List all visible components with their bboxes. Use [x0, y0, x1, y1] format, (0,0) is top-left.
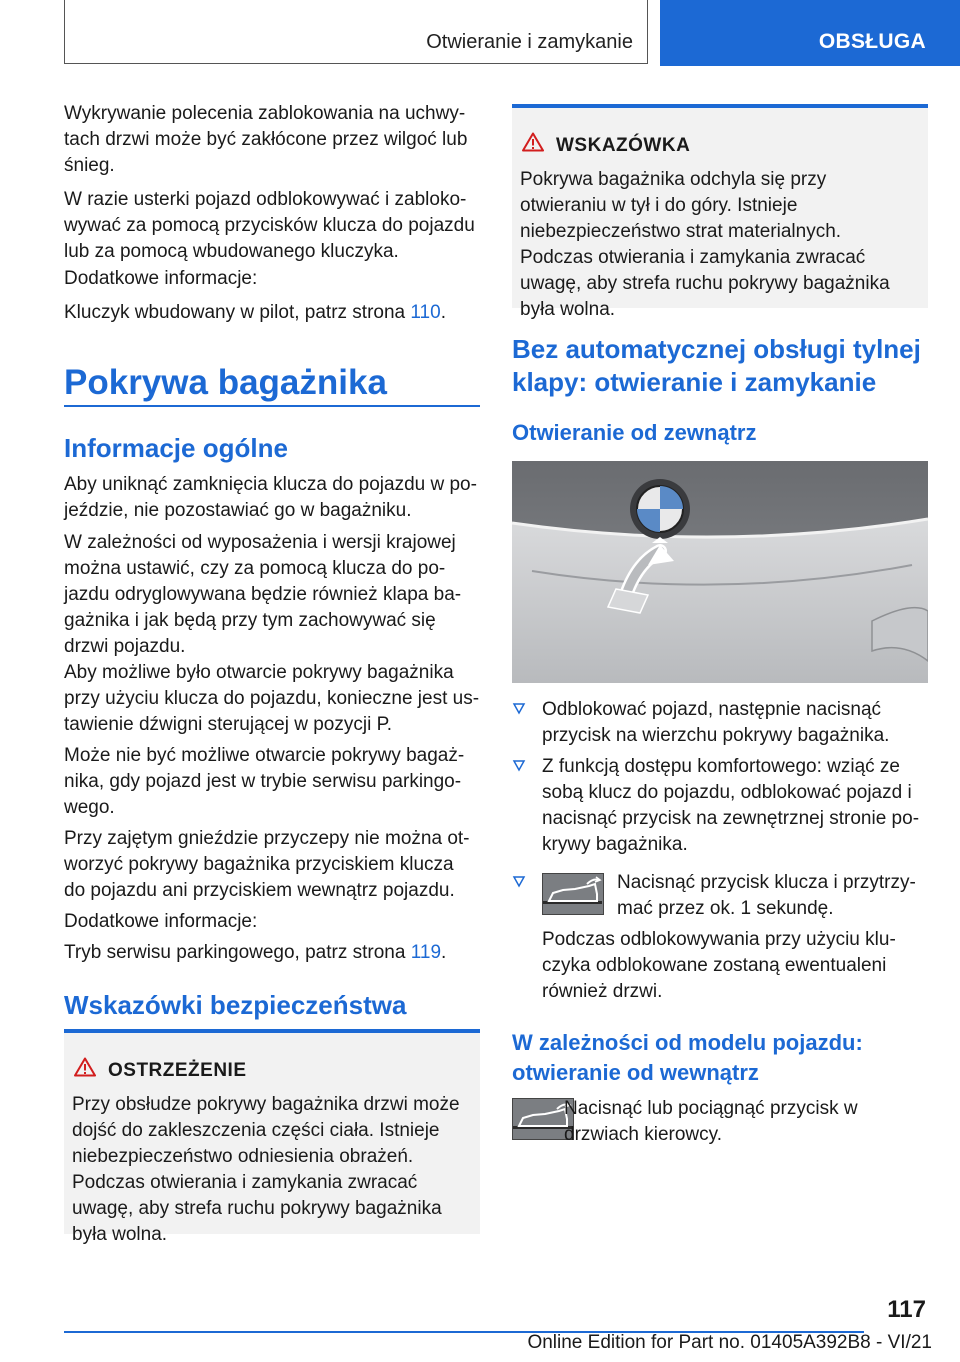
reference-key-blade: Kluczyk wbudowany w pilot, patrz strona 110.	[64, 302, 446, 323]
reference-parking-service: Tryb serwisu parkingowego, patrz strona 119.	[64, 942, 447, 963]
opening-outside-heading-wrap	[512, 418, 928, 448]
header-chapter-tab[interactable]	[660, 0, 960, 66]
opening-inside-heading-wrap	[512, 1028, 928, 1088]
intro-paragraph-1: Wykrywanie polecenia zablokowania na uchwytach drzwi może być zakłócone przez wilgoć lub śnieg.	[64, 103, 468, 176]
inside-opening-text: Nacisnąć lub pociągnąć przycisk w drzwiach kierowcy.	[564, 1098, 858, 1145]
step-marker-icon	[512, 701, 526, 717]
notice-body: Pokrywa bagażnika odchyla się przy otwieraniu w tył i do góry. Istnieje niebezpieczeństwo strat materialnych. Podczas otwierania i zamykania zwracać uwagę, aby strefa ruchu pokrywy bagażnika była wolna.	[520, 169, 890, 320]
title-divider	[64, 405, 480, 407]
general-paragraph-3: Aby możliwe było otwarcie pokrywy bagażnika przy użyciu klucza do pojazdu, konieczne jest ustawienie dźwigni sterującej w pozycji P.	[64, 662, 480, 735]
tailgate-illustration	[512, 461, 928, 683]
general-paragraph-5: Przy zajętym gnieździe przyczepy nie można otworzyć pokrywy bagażnika przyciskiem klucza do pojazdu ani przyciskiem wewnątrz pojazdu.	[64, 828, 470, 901]
intro-paragraph-3: Dodatkowe informacje:	[64, 268, 258, 289]
general-paragraph-6: Dodatkowe informacje:	[64, 911, 258, 932]
page-title: Pokrywa bagażnika	[64, 363, 387, 402]
footer-edition: Online Edition for Part no. 01405A392B8 - VI/21	[527, 1332, 932, 1353]
step-marker-icon	[512, 874, 526, 890]
general-paragraph-4: Może nie być możliwe otwarcie pokrywy bagażnika, gdy pojazd jest w trybie serwisu parkingowego.	[64, 745, 465, 818]
warning-triangle-icon	[74, 1057, 96, 1077]
page-link-110[interactable]: 110	[410, 302, 441, 323]
page-link-119[interactable]: 119	[410, 942, 442, 963]
general-paragraph-2: W zależności od wyposażenia i wersji krajowej można ustawić, czy za pomocą klucza do pojazdu odryglowywana będzie również klapa bagażnika i jak będą przy tym zachowywać się drzwi pojazdu.	[64, 532, 462, 657]
tailgate-button-photo	[512, 461, 928, 683]
step-marker-icon	[512, 758, 526, 774]
notice-triangle-icon	[522, 132, 544, 152]
notice-box	[512, 104, 928, 320]
opening-inside-heading: W zależności od modelu pojazdu: otwieranie od wewnątrz	[512, 1030, 863, 1085]
page-header	[0, 0, 960, 66]
warning-title: OSTRZEŻENIE	[108, 1060, 247, 1081]
warning-box	[64, 1029, 480, 1245]
manual-tailgate-heading: Bez automatycznej obsługi tylnej klapy: otwieranie i zamykanie	[512, 334, 921, 397]
safety-heading-wrap	[64, 989, 480, 1022]
general-paragraph-1: Aby uniknąć zamknięcia klucza do pojazdu w pojeździe, nie pozostawiać go w bagażniku.	[64, 474, 477, 521]
header-chapter-label: OBSŁUGA	[818, 30, 926, 53]
manual-tailgate-heading-wrap	[512, 333, 928, 399]
step-3-note: Podczas odblokowywania przy użyciu kluczyka odblokowane zostaną ewentualeni również drzwi.	[542, 929, 896, 1002]
notice-title: WSKAZÓWKA	[556, 135, 691, 156]
header-section-box	[64, 0, 648, 64]
header-section-title: Otwieranie i zamykanie	[426, 31, 633, 53]
section-heading	[64, 363, 480, 403]
intro-paragraph-2: W razie usterki pojazd odblokowywać i zablokowywać za pomocą przycisków klucza do pojazdu lub za pomocą wbudowanego kluczyka.	[64, 189, 475, 262]
opening-outside-heading: Otwieranie od zewnątrz	[512, 420, 757, 445]
page-number: 117	[887, 1296, 926, 1323]
safety-heading: Wskazówki bezpieczeństwa	[64, 990, 407, 1020]
general-info-heading: Informacje ogólne	[64, 433, 288, 463]
warning-body: Przy obsłudze pokrywy bagażnika drzwi może dojść do zakleszczenia części ciała. Istnieje niebezpieczeństwo odniesienia obrażeń. Podczas otwierania i zamykania zwracać uwagę, aby strefa ruchu pokrywy bagażnika była wolna.	[72, 1094, 460, 1245]
step-3-text: Nacisnąć przycisk klucza i przytrzymać przez ok. 1 sekundę.	[617, 872, 916, 919]
key-tailgate-button-icon	[542, 873, 604, 915]
general-info-heading-wrap	[64, 432, 480, 465]
